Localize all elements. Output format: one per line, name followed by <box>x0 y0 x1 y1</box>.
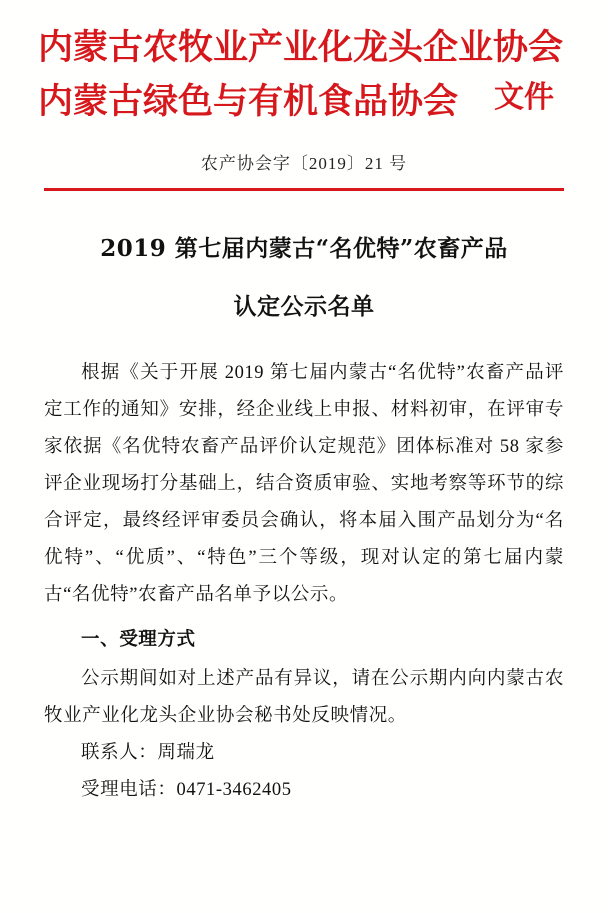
letterhead-document-word: 文件 <box>494 80 554 115</box>
letterhead-divider <box>44 188 564 191</box>
document-number: 农产协会字〔2019〕21 号 <box>200 154 408 174</box>
contact-person: 联系人：周瑞龙 <box>81 743 215 764</box>
contact-phone: 受理电话：0471-3462405 <box>81 780 292 801</box>
letterhead <box>38 0 564 122</box>
section-heading-1: 一、受理方式 <box>81 630 196 651</box>
letterhead-org-line-2: 内蒙古绿色与有机食品协会 <box>38 80 459 122</box>
letterhead-org-line-1: 内蒙古农牧业产业化龙头企业协会 <box>38 27 564 68</box>
page-title-line-1: 2019 第七届内蒙古“名优特”农畜产品 <box>100 235 508 263</box>
page-title-line-2: 认定公示名单 <box>233 293 375 321</box>
body-paragraph-2: 公示期间如对上述产品有异议，请在公示期内向内蒙古农牧业产业化龙头企业协会秘书处反映情况。 <box>44 669 564 727</box>
body-paragraph-1: 根据《关于开展 2019 第七届内蒙古“名优特”农畜产品评定工作的通知》安排，经企业线上申报、材料初审，在评审专家依据《名优特农畜产品评价认定规范》团体标准对 58 家参评企业现场打分基础上，结合资质审验、实地考察等环节的综合评定，最终经评审委员会确认，将本届入围产品划分为“名优特”、“优质”、“特色”三个等级，现对认定的第七届内蒙古“名优特”农畜产品名单予以公示。 <box>44 363 564 606</box>
document-body <box>44 355 564 809</box>
